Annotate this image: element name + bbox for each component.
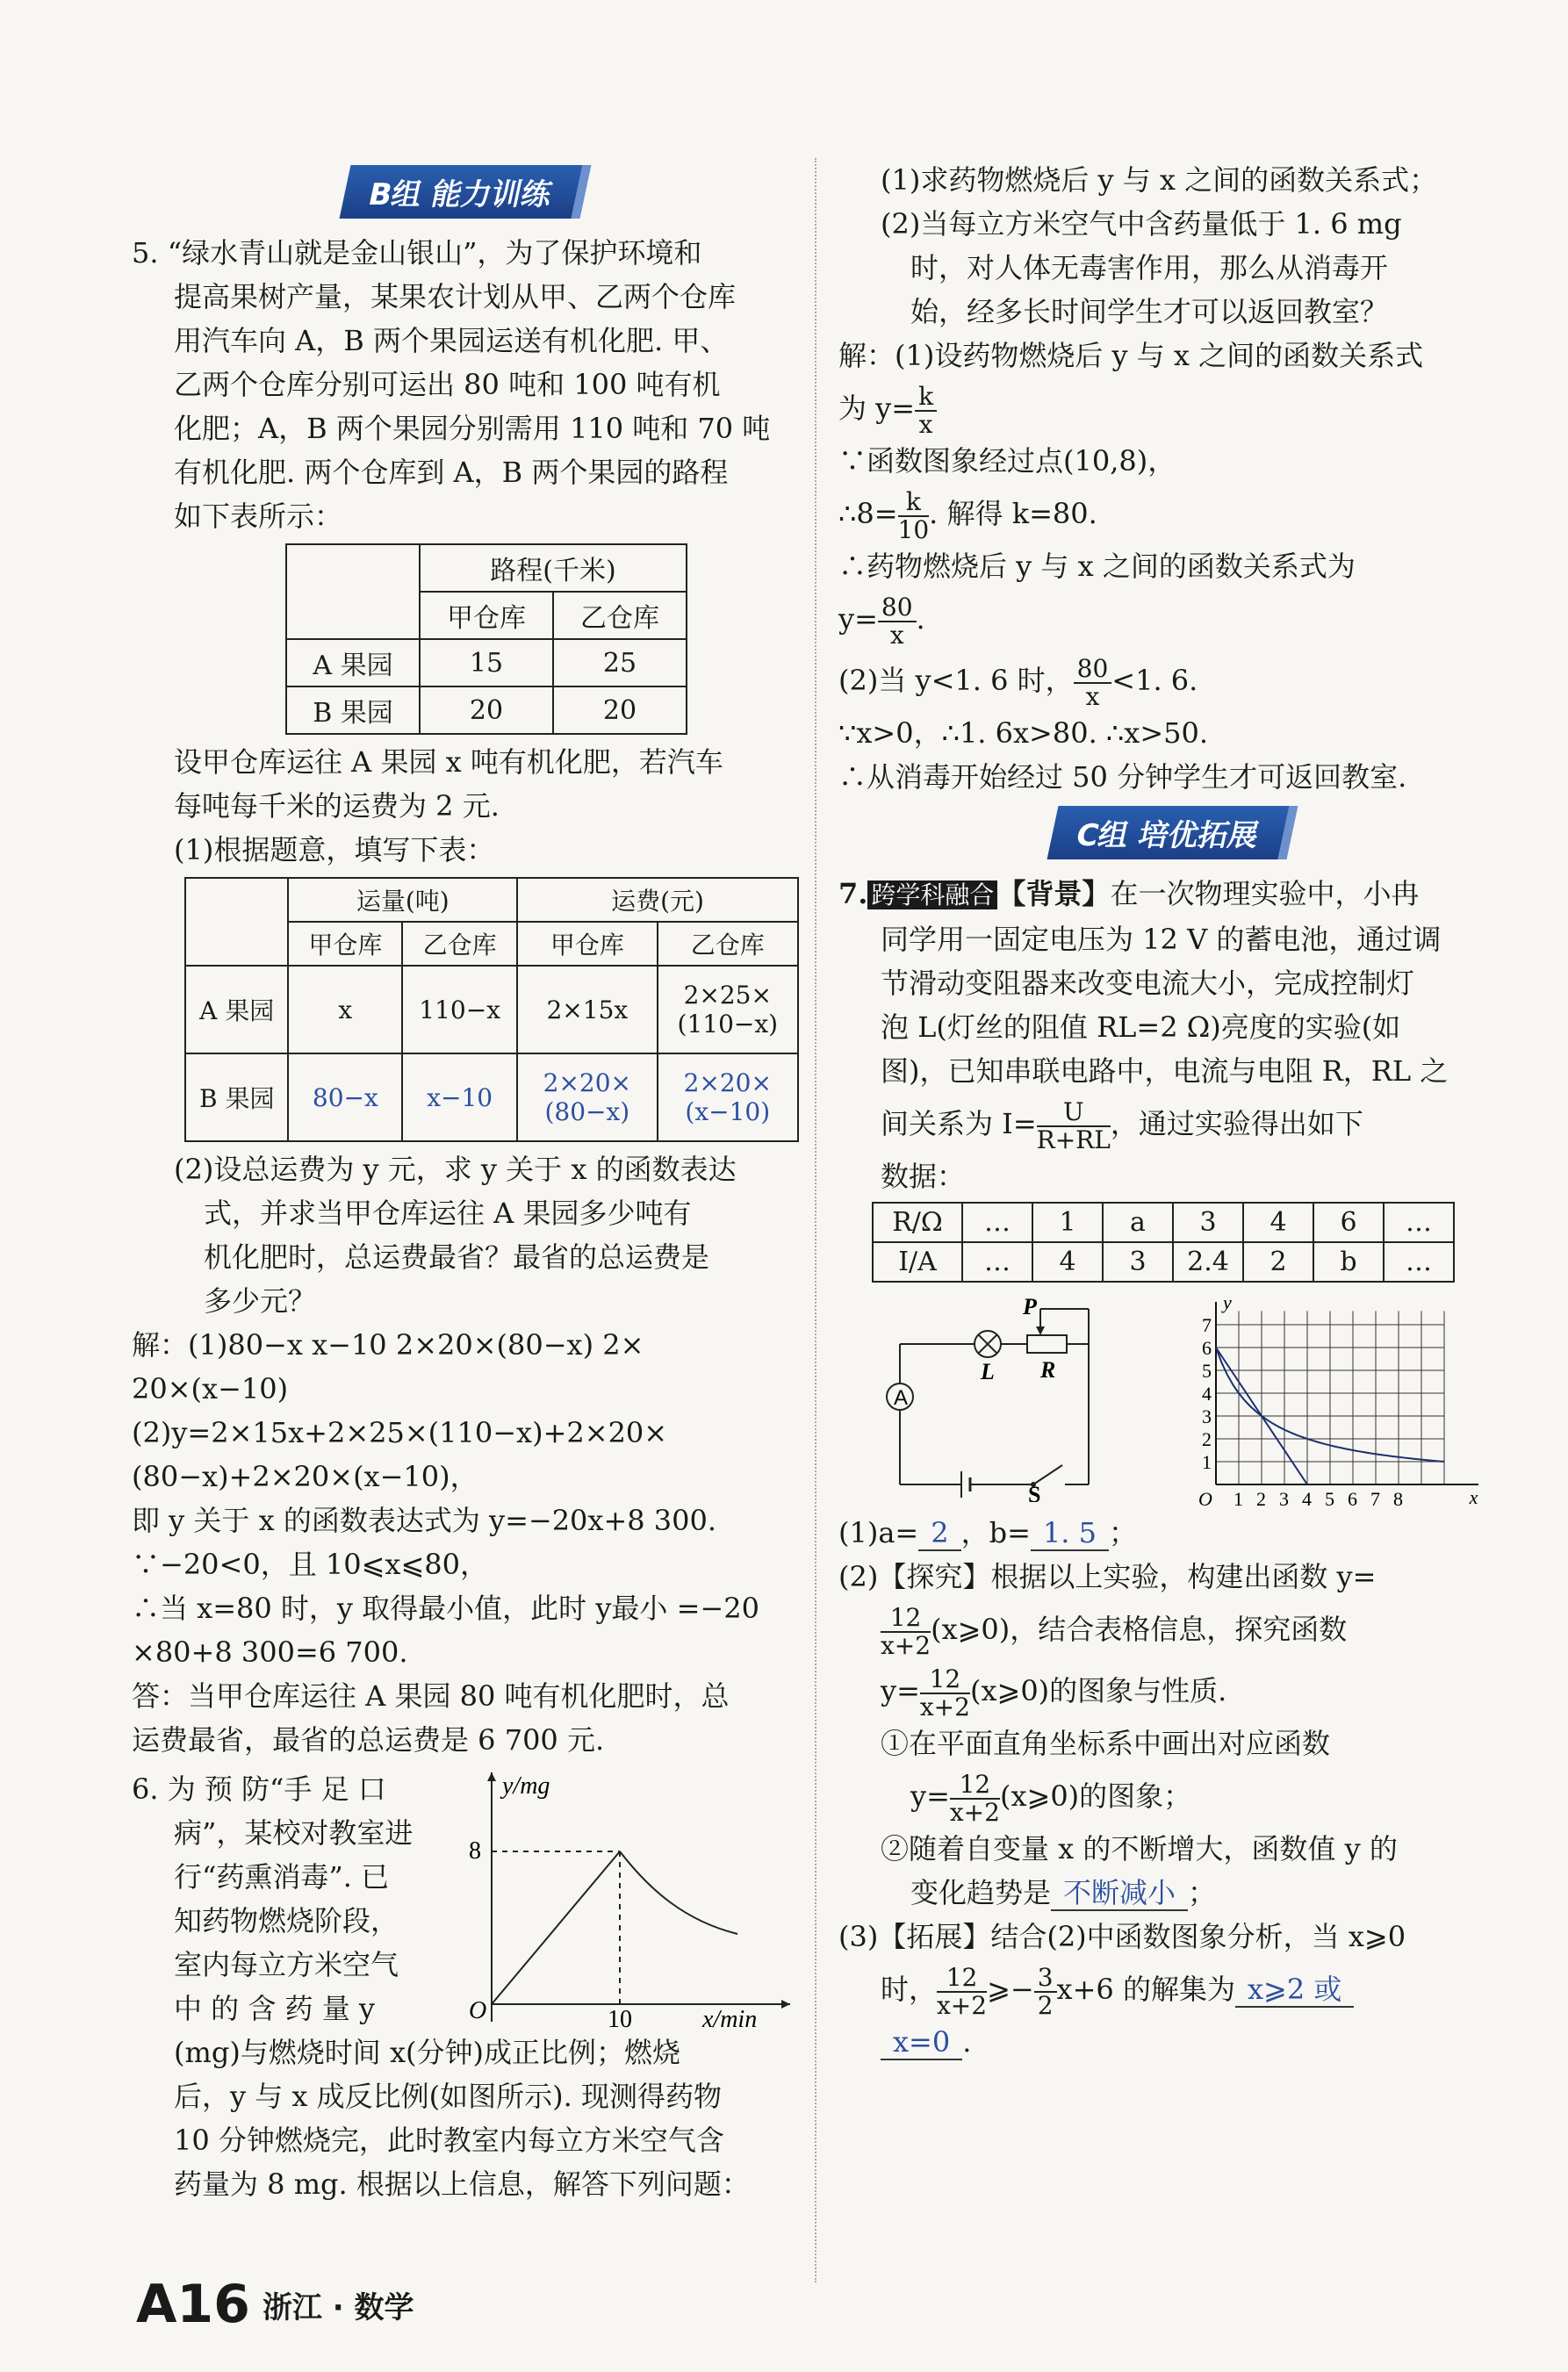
answer-solution-set-2: x=0: [881, 2025, 962, 2060]
graph-x10: 10: [608, 2006, 632, 2031]
page-number: A16: [136, 2274, 250, 2335]
y-tick-label: 4: [1202, 1383, 1212, 1405]
q6-graph: [465, 1767, 799, 2031]
q5-solution: 解：(1)80−x x−10 2×20×(80−x) 2× 20×(x−10) (2)y=2×15x+2×25×(110−x)+2×20× (80−x)+2×20×(x−10)， 即 y 关于 x 的函数表达式为 y=−20x+8 300. ∵−20<0，且 10⩽x⩽80， ∴当 x=80 时，y 取得最小值，此时 y最小 =−20 ×80+8 300=6 700. 答：当甲仓库运往 A 果园 80 吨有机化肥时，总 运费最省，最省的总运费是 6 700 元.: [132, 1328, 759, 1757]
graph-ylabel: y/mg: [502, 1772, 550, 1800]
plot-y-label: y: [1223, 1291, 1232, 1313]
x-tick-label: 7: [1370, 1488, 1380, 1510]
fraction: $\frac{12}{x+2}$: [919, 1664, 970, 1721]
y-tick-label: 3: [1202, 1405, 1212, 1427]
answer-a: 2: [918, 1516, 960, 1551]
distance-table: 路程(千米) 甲仓库 乙仓库 A 果园 15 25 B 果园 20 20: [285, 543, 687, 735]
x-tick-label: 6: [1348, 1488, 1357, 1510]
question-6: 6. 为 预 防“手 足 口 病”，某校对教室进 行“药熏消毒”. 已 知药物燃烧阶段， 室内每立方米空气 中 的 含 药 量 y y/mg 8 O 10 x/min (mg)与燃烧时间 x(分钟)成正比例；燃烧 后，y 与 x 成反比例(如图所示). 现测得药物 10 分钟燃烧完，此时教室内每立方米空气含 药量为 8 mg. 根据以上信息，解答下列问题：: [132, 1767, 799, 2206]
left-column: [132, 158, 799, 2206]
q5-part2: 式，并求当甲仓库运往 A 果园多少吨有: [204, 1197, 692, 1230]
q5-line: 如下表所示：: [174, 500, 343, 533]
function-grid-plot: [1190, 1291, 1488, 1511]
graph-xlabel: x/min: [702, 2006, 758, 2031]
circuit-label-P: P: [1023, 1294, 1037, 1319]
cross-discipline-tag: 跨学科融合: [867, 881, 997, 909]
x-tick-label: 3: [1279, 1488, 1289, 1510]
circuit-diagram: [874, 1291, 1163, 1502]
x-tick-label: 2: [1256, 1488, 1266, 1510]
banner-group-c: C组 培优拓展: [838, 806, 1506, 859]
column-divider: [815, 158, 816, 2282]
fraction: $\frac{12}{x+2}$: [937, 1962, 988, 2020]
page-footer: [136, 2274, 414, 2335]
book-subject: 浙江 · 数学: [262, 2290, 414, 2325]
fraction: $\frac{80}{x}$: [1074, 656, 1112, 710]
graph-origin: O: [469, 1997, 487, 2024]
y-tick-label: 6: [1202, 1337, 1212, 1359]
fraction: $\frac{U}{R+RL}$: [1036, 1096, 1111, 1154]
q5-line: 用汽车向 A，B 两个果园运送有机化肥. 甲、: [174, 324, 729, 357]
right-column: [838, 158, 1506, 2064]
y-tick-label: 1: [1202, 1451, 1212, 1473]
q5-part2: 多少元？: [204, 1284, 317, 1318]
q5-line: 5. “绿水青山就是金山银山”，为了保护环境和: [132, 236, 702, 270]
question-5: [132, 231, 799, 1762]
y-tick-label: 5: [1202, 1360, 1212, 1382]
q6-solution: 解：(1)设药物燃烧后 y 与 x 之间的函数关系式 为 y= $\frac{k}{x}$ ∵函数图象经过点(10,8)， ∴8= $\frac{k}{10}$ . 解得 k=80. ∴药物燃烧后 y 与 x 之间的函数关系式为 y= $\frac{80}{x}$ . (2)当 y<1. 6 时， $\frac{80}{x}$ <1. 6. ∵x>0，∴1. 6x>80. ∴x>50. ∴从消毒开始经过 50 分钟学生才可返回教室.: [838, 339, 1424, 794]
resistance-current-table: R/Ω … 1 a 3 4 6 … I/A … 4 3 2.4 2 b …: [872, 1202, 1455, 1283]
fraction: $\frac{12}{x+2}$: [881, 1602, 931, 1660]
answer-trend: 不断减小: [1051, 1876, 1188, 1911]
x-tick-label: 4: [1302, 1488, 1312, 1510]
answer-solution-set: x⩾2 或: [1235, 1973, 1354, 2008]
q5-line: 化肥；A，B 两个果园分别需用 110 吨和 70 吨: [174, 412, 771, 445]
circuit-label-L: L: [981, 1359, 995, 1384]
circuit-label-S: S: [1028, 1482, 1041, 1502]
q5-line: 设甲仓库运往 A 果园 x 吨有机化肥，若汽车: [174, 745, 723, 779]
question-7: 7. 跨学科融合 【背景】在一次物理实验中，小冉 同学用一固定电压为 12 V 的蓄电池，通过调 节滑动变阻器来改变电流大小，完成控制灯 泡 L(灯丝的阻值 RL=2 Ω)亮度的实验(如 图)，已知串联电路中，电流与电阻 R，RL 之 间关系为 I= $\frac{U}{R+RL}$ ，通过实验得出如下 数据： R/Ω … 1 a 3 4 6 … I/A … 4 3 2.4 2 b … A L P R S 1 2 3 4 5 6 7 1 2 3 4 5 6 7 8 O y x (1)a= 2 ，b= 1. 5 ； (2)【探究】根据以上实验，构建出函数 y= $\frac{12}{x+2}$ (x⩾0)，结合表格信息，探究函数 y= $\frac{12}{x+2}$ (x⩾0)的图象与性质. ①在平面直角坐标系中画出对应函数 y= $\frac{12}{x+2}$ (x⩾0)的图象； ②随着自变量 x 的不断增大，函数值 y 的 变化趋势是 不断减小 ； (3)【拓展】结合(2)中函数图象分析，当 x⩾0 时， $\frac{12}{x+2}$ ⩾− $\frac{3}{2}$ x+6 的解集为 x⩾2 或 x=0 .: [838, 872, 1506, 2064]
fraction: $\frac{3}{2}$: [1034, 1965, 1057, 2019]
banner-group-b: B组 能力训练: [132, 165, 799, 219]
q5-line: (1)根据题意，填写下表：: [174, 833, 495, 866]
x-tick-label: 1: [1234, 1488, 1243, 1510]
q7-part1: (1)a= 2 ，b= 1. 5 ；: [838, 1516, 1137, 1549]
plot-x-label: x: [1469, 1486, 1478, 1508]
q6-continued: (1)求药物燃烧后 y 与 x 之间的函数关系式； (2)当每立方米空气中含药量低于 1. 6 mg 时，对人体无毒害作用，那么从消毒开 始，经多长时间学生才可以返回教室？: [881, 163, 1438, 328]
freight-table: 运量(吨) 运费(元) 甲仓库 乙仓库 甲仓库 乙仓库 A 果园 x 110−x 2×15x 2×25× (110−x) B 果园 80−x x−10 2×20× (80−x) 2×20× (x−10): [184, 877, 799, 1142]
x-tick-label: 8: [1393, 1488, 1403, 1510]
q5-line: 有机化肥. 两个仓库到 A，B 两个果园的路程: [174, 456, 729, 489]
fraction: $\frac{80}{x}$: [878, 594, 917, 649]
fraction: $\frac{k}{x}$: [915, 384, 937, 438]
graph-y8: 8: [469, 1837, 481, 1865]
y-tick-label: 2: [1202, 1428, 1212, 1450]
x-tick-label: 5: [1325, 1488, 1334, 1510]
circuit-label-A: A: [894, 1386, 909, 1410]
q5-part2: (2)设总运费为 y 元，求 y 关于 x 的函数表达: [174, 1153, 737, 1186]
q5-line: 每吨每千米的运费为 2 元.: [174, 789, 500, 823]
fraction: $\frac{12}{x+2}$: [949, 1769, 1000, 1827]
q5-line: 提高果树产量，某果农计划从甲、乙两个仓库: [174, 280, 737, 313]
q5-part2: 机化肥时，总运费最省？最省的总运费是: [204, 1240, 710, 1274]
plot-origin: O: [1198, 1488, 1212, 1510]
circuit-label-R: R: [1040, 1357, 1056, 1383]
q5-line: 乙两个仓库分别可运出 80 吨和 100 吨有机: [174, 368, 721, 401]
fraction: $\frac{k}{10}$: [897, 486, 930, 544]
answer-b: 1. 5: [1031, 1516, 1109, 1551]
y-tick-label: 7: [1202, 1314, 1212, 1336]
